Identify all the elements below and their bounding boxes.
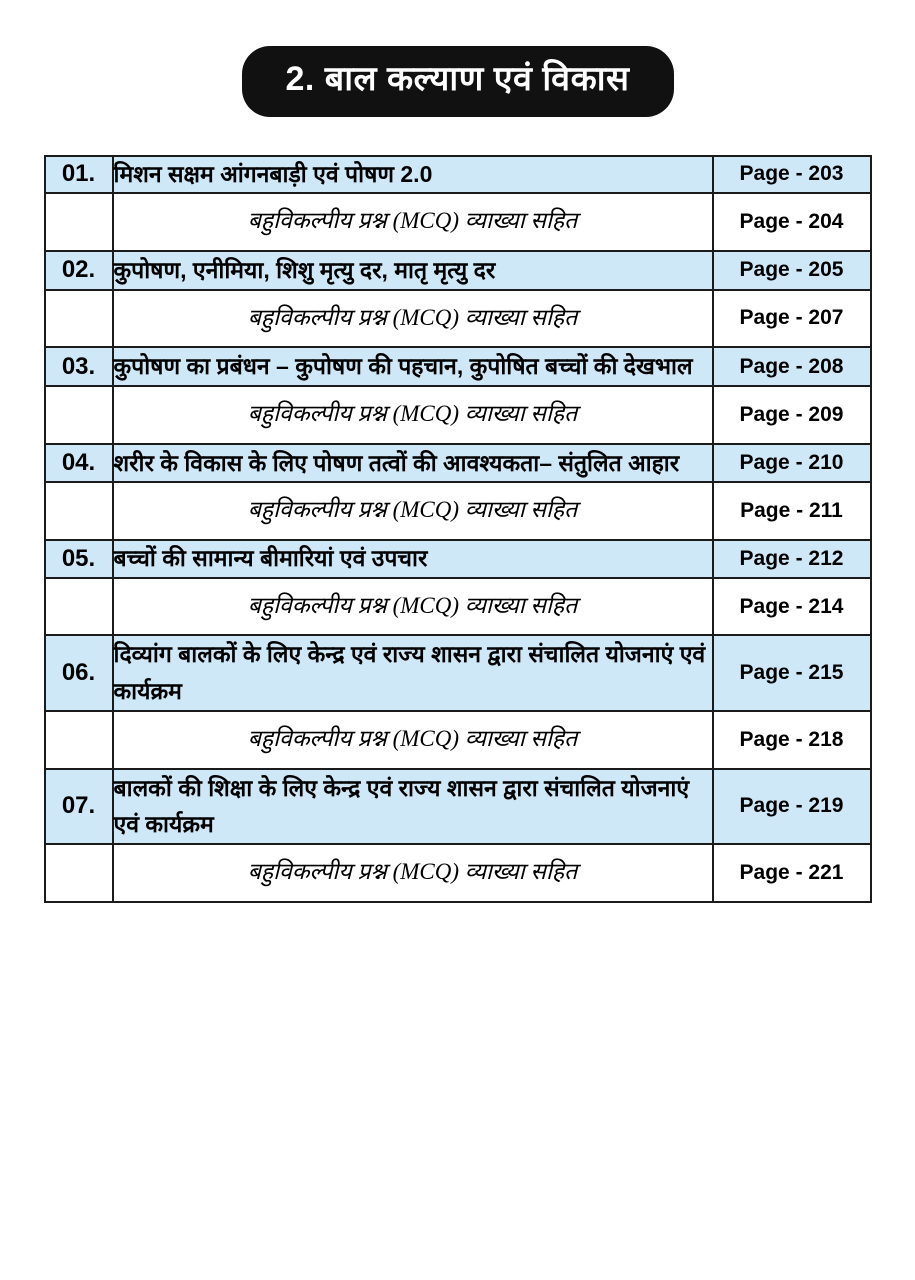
row-mcq-label: बहुविकल्पीय प्रश्न (MCQ) व्याख्या सहित (113, 482, 713, 540)
row-mcq-label: बहुविकल्पीय प्रश्न (MCQ) व्याख्या सहित (113, 290, 713, 348)
row-mcq-label: बहुविकल्पीय प्रश्न (MCQ) व्याख्या सहित (113, 711, 713, 769)
table-row (45, 635, 871, 711)
row-number: 03. (45, 347, 113, 386)
row-page-number: Page - 214 (713, 578, 871, 636)
toc-table (44, 155, 872, 903)
page-title: 2. बाल कल्याण एवं विकास (242, 46, 674, 117)
table-of-contents (44, 155, 872, 903)
row-page-number: Page - 211 (713, 482, 871, 540)
row-topic: शरीर के विकास के लिए पोषण तत्वों की आवश्यकता– संतुलित आहार (113, 444, 713, 483)
row-mcq-label: बहुविकल्पीय प्रश्न (MCQ) व्याख्या सहित (113, 193, 713, 251)
row-number: 06. (45, 635, 113, 711)
row-mcq-label: बहुविकल्पीय प्रश्न (MCQ) व्याख्या सहित (113, 844, 713, 902)
row-page-number: Page - 205 (713, 251, 871, 290)
table-row (45, 251, 871, 290)
row-topic: बालकों की शिक्षा के लिए केन्द्र एवं राज्य शासन द्वारा संचालित योजनाएं एवं कार्यक्रम (113, 769, 713, 845)
table-row (45, 769, 871, 845)
row-page-number: Page - 208 (713, 347, 871, 386)
row-mcq-label: बहुविकल्पीय प्रश्न (MCQ) व्याख्या सहित (113, 578, 713, 636)
table-row (45, 193, 871, 251)
row-page-number: Page - 203 (713, 156, 871, 194)
row-number (45, 711, 113, 769)
table-row (45, 156, 871, 194)
row-topic: कुपोषण, एनीमिया, शिशु मृत्यु दर, मातृ मृत्यु दर (113, 251, 713, 290)
row-page-number: Page - 221 (713, 844, 871, 902)
row-number: 04. (45, 444, 113, 483)
table-row (45, 578, 871, 636)
row-number: 05. (45, 540, 113, 578)
row-page-number: Page - 212 (713, 540, 871, 578)
row-number (45, 482, 113, 540)
row-page-number: Page - 207 (713, 290, 871, 348)
row-number: 02. (45, 251, 113, 290)
table-row (45, 444, 871, 483)
row-number (45, 193, 113, 251)
row-number (45, 290, 113, 348)
row-topic: कुपोषण का प्रबंधन – कुपोषण की पहचान, कुपोषित बच्चों की देखभाल (113, 347, 713, 386)
row-page-number: Page - 219 (713, 769, 871, 845)
row-number (45, 844, 113, 902)
row-topic: मिशन सक्षम आंगनबाड़ी एवं पोषण 2.0 (113, 156, 713, 194)
row-mcq-label: बहुविकल्पीय प्रश्न (MCQ) व्याख्या सहित (113, 386, 713, 444)
table-row (45, 290, 871, 348)
row-number (45, 386, 113, 444)
table-row (45, 540, 871, 578)
row-page-number: Page - 215 (713, 635, 871, 711)
row-number (45, 578, 113, 636)
row-topic: दिव्यांग बालकों के लिए केन्द्र एवं राज्य शासन द्वारा संचालित योजनाएं एवं कार्यक्रम (113, 635, 713, 711)
table-row (45, 386, 871, 444)
table-row (45, 482, 871, 540)
table-row (45, 347, 871, 386)
row-page-number: Page - 209 (713, 386, 871, 444)
row-number: 07. (45, 769, 113, 845)
table-row (45, 844, 871, 902)
row-page-number: Page - 218 (713, 711, 871, 769)
row-page-number: Page - 210 (713, 444, 871, 483)
row-topic: बच्चों की सामान्य बीमारियां एवं उपचार (113, 540, 713, 578)
row-page-number: Page - 204 (713, 193, 871, 251)
row-number: 01. (45, 156, 113, 194)
table-row (45, 711, 871, 769)
